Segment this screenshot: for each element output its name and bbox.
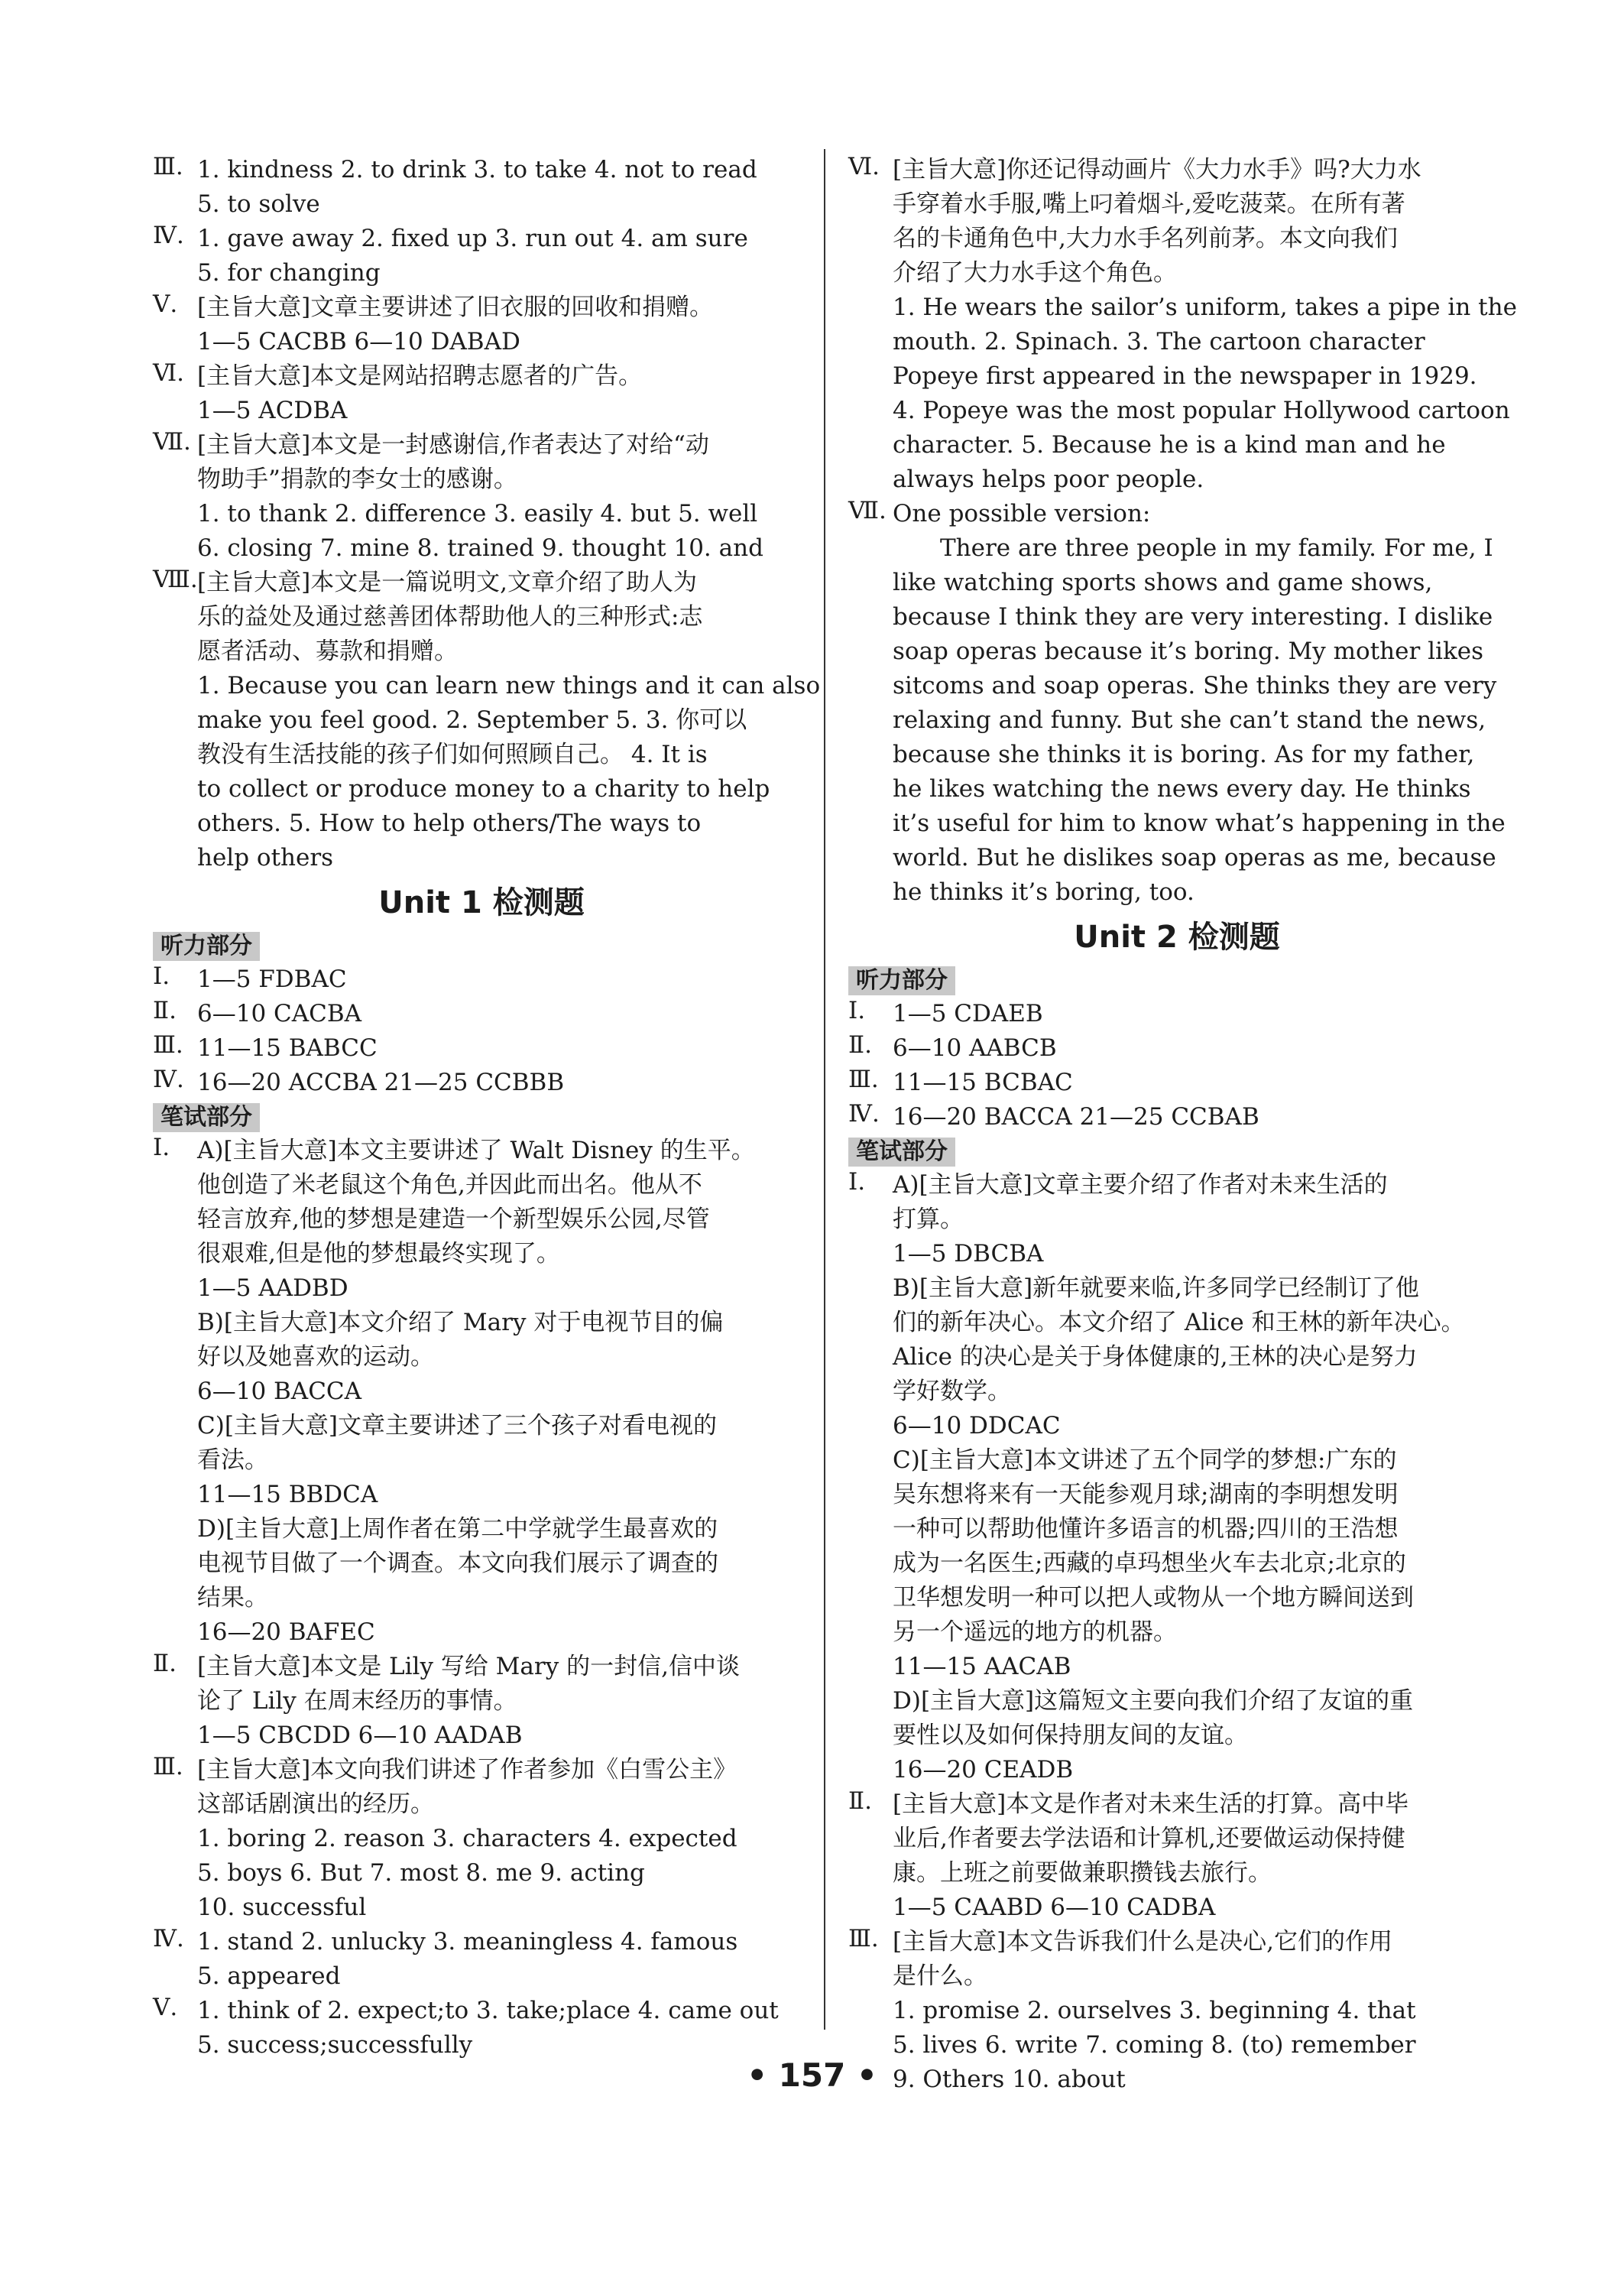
answer-line: [主旨大意]本文是 Lily 写给 Mary 的一封信,信中谈 xyxy=(197,1653,740,1680)
answer-line: always helps poor people. xyxy=(893,466,1204,493)
section-number: Ⅰ. xyxy=(848,997,866,1024)
answer-line: 6—10 DDCAC xyxy=(893,1412,1061,1439)
answer-line: [主旨大意]文章主要讲述了旧衣服的回收和捐赠。 xyxy=(197,294,714,321)
answer-line: [主旨大意]本文是一篇说明文,文章介绍了助人为 xyxy=(197,569,698,596)
answer-line: 10. successful xyxy=(197,1894,367,1921)
listening-3 xyxy=(848,1066,1506,1100)
writing-5 xyxy=(153,1994,810,2063)
answer-line: Alice 的决心是关于身体健康的,王林的决心是努力 xyxy=(893,1343,1418,1371)
answer-line: 16—20 CEADB xyxy=(893,1756,1074,1784)
section-number: Ⅱ. xyxy=(848,1031,872,1059)
section-number: Ⅰ. xyxy=(153,962,170,990)
answer-line: 6—10 CACBA xyxy=(197,1000,362,1027)
listening-4 xyxy=(848,1100,1506,1134)
section-number: Ⅳ. xyxy=(848,1100,880,1128)
listening-1 xyxy=(153,962,810,997)
answer-line: 手穿着水手服,嘴上叼着烟斗,爱吃菠菜。在所有著 xyxy=(893,190,1405,218)
answer-line: B)[主旨大意]本文介绍了 Mary 对于电视节目的偏 xyxy=(197,1309,724,1336)
writing-2 xyxy=(153,1650,810,1753)
writing-3 xyxy=(153,1753,810,1925)
answer-line: 11—15 BBDCA xyxy=(197,1481,378,1508)
answer-line: 5. success;successfully xyxy=(197,2031,473,2059)
section-number: Ⅲ. xyxy=(848,1925,879,1952)
answer-line: 6. closing 7. mine 8. trained 9. thought 10. and xyxy=(197,534,763,562)
listening-1 xyxy=(848,997,1506,1031)
answer-line: 1—5 CDAEB xyxy=(893,1000,1043,1027)
writing-1 xyxy=(848,1168,1506,1787)
section-5 xyxy=(153,290,810,359)
writing-1 xyxy=(153,1134,810,1650)
answer-line: 很艰难,但是他的梦想最终实现了。 xyxy=(197,1240,560,1267)
answer-line: [主旨大意]本文是网站招聘志愿者的广告。 xyxy=(197,362,643,390)
answer-line: 1. think of 2. expect;to 3. take;place 4. came out xyxy=(197,1997,779,2024)
answer-line: 们的新年决心。本文介绍了 Alice 和王林的新年决心。 xyxy=(893,1309,1465,1336)
answer-line: 1. He wears the sailor’s uniform, takes a pipe in the xyxy=(893,294,1517,321)
answer-line: 6—10 AABCB xyxy=(893,1034,1057,1062)
answer-line: 结果。 xyxy=(197,1584,268,1611)
answer-line: D)[主旨大意]这篇短文主要向我们介绍了友谊的重 xyxy=(893,1687,1414,1715)
answer-line: Popeye first appeared in the newspaper in 1929. xyxy=(893,362,1477,390)
answer-line: [主旨大意]你还记得动画片《大力水手》吗?大力水 xyxy=(893,156,1421,183)
answer-line: 业后,作者要去学法语和计算机,还要做运动保持健 xyxy=(893,1825,1405,1852)
answer-line: 要性以及如何保持朋友间的友谊。 xyxy=(893,1722,1248,1749)
answer-line: 卫华想发明一种可以把人或物从一个地方瞬间送到 xyxy=(893,1584,1414,1611)
answer-line: 5. to solve xyxy=(197,190,320,218)
listening-tag: 听力部分 xyxy=(153,932,260,961)
section-number: Ⅲ. xyxy=(848,1066,879,1093)
answer-line: 1. Because you can learn new things and it can also xyxy=(197,672,821,699)
page-number: • 157 • xyxy=(747,2056,877,2094)
answer-line: help others xyxy=(197,844,334,871)
answer-line: 这部话剧演出的经历。 xyxy=(197,1790,434,1818)
answer-line: A)[主旨大意]文章主要介绍了作者对未来生活的 xyxy=(893,1171,1388,1199)
answer-line: 电视节目做了一个调查。本文向我们展示了调查的 xyxy=(197,1550,718,1577)
listening-4 xyxy=(153,1066,810,1100)
right-column xyxy=(848,153,1517,2097)
answer-line: 乐的益处及通过慈善团体帮助他人的三种形式:志 xyxy=(197,603,703,631)
answer-line: 16—20 BAFEC xyxy=(197,1618,375,1646)
answer-line: 1. boring 2. reason 3. characters 4. expected xyxy=(197,1825,737,1852)
listening-tag: 听力部分 xyxy=(848,966,955,995)
answer-line: 5. lives 6. write 7. coming 8. (to) remember xyxy=(893,2031,1416,2059)
answer-line: 5. boys 6. But 7. most 8. me 9. acting xyxy=(197,1859,645,1887)
section-number: Ⅴ. xyxy=(153,290,178,318)
answer-line: 1—5 FDBAC xyxy=(197,966,347,993)
section-6 xyxy=(153,359,810,428)
answer-line: 1—5 DBCBA xyxy=(893,1240,1044,1267)
answer-line: 物助手”捐款的李女士的感谢。 xyxy=(197,466,517,493)
essay-intro: One possible version: xyxy=(893,500,1151,527)
answer-line: 吴东想将来有一天能参观月球;湖南的李明想发明 xyxy=(893,1481,1399,1508)
writing-tag: 笔试部分 xyxy=(153,1103,260,1132)
unit-1-title: Unit 1 检测题 xyxy=(378,885,585,920)
listening-2 xyxy=(153,997,810,1031)
answer-line: 1—5 CACBB 6—10 DABAD xyxy=(197,328,520,355)
section-number: Ⅲ. xyxy=(153,153,183,180)
unit-2-title: Unit 2 检测题 xyxy=(1074,920,1280,955)
section-number: Ⅳ. xyxy=(153,222,184,249)
section-number: Ⅷ. xyxy=(153,566,198,593)
section-number: Ⅱ. xyxy=(153,997,177,1024)
answer-line: character. 5. Because he is a kind man and he xyxy=(893,431,1446,459)
answer-line: 1—5 ACDBA xyxy=(197,397,348,424)
answer-line: 他创造了米老鼠这个角色,并因此而出名。他从不 xyxy=(197,1171,702,1199)
answer-line: A)[主旨大意]本文主要讲述了 Walt Disney 的生平。 xyxy=(197,1137,755,1164)
answer-line: 1. gave away 2. fixed up 3. run out 4. am sure xyxy=(197,225,748,252)
section-number: Ⅰ. xyxy=(848,1168,866,1196)
answer-line: 好以及她喜欢的运动。 xyxy=(197,1343,434,1371)
section-number: Ⅰ. xyxy=(153,1134,170,1161)
answer-line: mouth. 2. Spinach. 3. The cartoon character xyxy=(893,328,1425,355)
answer-line: C)[主旨大意]本文讲述了五个同学的梦想:广东的 xyxy=(893,1446,1397,1474)
answer-line: to collect or produce money to a charity to help xyxy=(197,775,770,803)
answer-line: 一种可以帮助他懂许多语言的机器;四川的王浩想 xyxy=(893,1515,1399,1543)
sample-essay: There are three people in my family. For me, I like watching sports shows and game shows, because I think they are very interesting. I dislike soap operas because it’s boring. My mother likes sitcoms and soap operas. She thinks they are very relaxing and funny. But she can’t stand the news, because she thinks it is boring. As for my father, he likes watching the news every day. He thinks it’s useful for him to know what’s happening in the world. But he dislikes soap operas as me, because he thinks it’s boring, too. xyxy=(893,534,1506,906)
answer-line: 11—15 AACAB xyxy=(893,1653,1071,1680)
answer-line: 5. appeared xyxy=(197,1962,341,1990)
answer-line: make you feel good. 2. September 5. 3. 你可以 xyxy=(197,706,747,734)
answer-line: [主旨大意]本文告诉我们什么是决心,它们的作用 xyxy=(893,1928,1393,1956)
section-7 xyxy=(153,428,810,566)
writing-4 xyxy=(153,1925,810,1994)
writing-tag: 笔试部分 xyxy=(848,1138,955,1167)
answer-line: 6—10 BACCA xyxy=(197,1378,362,1405)
answer-line: [主旨大意]本文是作者对未来生活的打算。高中毕 xyxy=(893,1790,1409,1818)
section-number: Ⅲ. xyxy=(153,1031,183,1059)
listening-2 xyxy=(848,1031,1506,1066)
writing-2 xyxy=(848,1787,1506,1925)
section-number: Ⅲ. xyxy=(153,1753,183,1780)
section-7-right xyxy=(848,497,1506,910)
answer-line: 看法。 xyxy=(197,1446,268,1474)
section-number: Ⅴ. xyxy=(153,1994,178,2021)
answer-line: 5. for changing xyxy=(197,259,381,287)
answer-line: 9. Others 10. about xyxy=(893,2066,1126,2093)
answer-line: 1. promise 2. ourselves 3. beginning 4. that xyxy=(893,1997,1416,2024)
answer-line: 名的卡通角色中,大力水手名列前茅。本文向我们 xyxy=(893,225,1398,252)
answer-line: 1. kindness 2. to drink 3. to take 4. not to read xyxy=(197,156,757,183)
section-number: Ⅳ. xyxy=(153,1066,184,1093)
answer-line: 16—20 ACCBA 21—25 CCBBB xyxy=(197,1069,565,1096)
section-6-right xyxy=(848,153,1517,497)
column-divider xyxy=(824,149,825,2030)
answer-line: 论了 Lily 在周末经历的事情。 xyxy=(197,1687,517,1715)
answer-line: 另一个遥远的地方的机器。 xyxy=(893,1618,1177,1646)
answer-line: 康。上班之前要做兼职攒钱去旅行。 xyxy=(893,1859,1272,1887)
section-number: Ⅵ. xyxy=(153,359,185,387)
answer-line: 学好数学。 xyxy=(893,1378,1011,1405)
answer-line: others. 5. How to help others/The ways to xyxy=(197,810,702,837)
answer-line: 打算。 xyxy=(893,1206,964,1233)
answer-line: B)[主旨大意]新年就要来临,许多同学已经制订了他 xyxy=(893,1274,1419,1302)
section-number: Ⅱ. xyxy=(848,1787,872,1815)
answer-line: 愿者活动、募款和捐赠。 xyxy=(197,638,458,665)
section-3 xyxy=(153,153,810,222)
answer-line: [主旨大意]本文向我们讲述了作者参加《白雪公主》 xyxy=(197,1756,737,1784)
section-number: Ⅱ. xyxy=(153,1650,177,1677)
section-number: Ⅳ. xyxy=(153,1925,184,1952)
answer-line: 11—15 BABCC xyxy=(197,1034,378,1062)
section-number: Ⅵ. xyxy=(848,153,880,180)
answer-line: D)[主旨大意]上周作者在第二中学就学生最喜欢的 xyxy=(197,1515,718,1543)
answer-line: 教没有生活技能的孩子们如何照顾自己。 4. It is xyxy=(197,741,708,768)
answer-line: 介绍了大力水手这个角色。 xyxy=(893,259,1177,287)
answer-line: 1—5 CAABD 6—10 CADBA xyxy=(893,1894,1216,1921)
answer-line: [主旨大意]本文是一封感谢信,作者表达了对给“动 xyxy=(197,431,709,459)
section-8 xyxy=(153,566,821,875)
answer-line: 1—5 AADBD xyxy=(197,1274,348,1302)
section-4 xyxy=(153,222,810,290)
answer-line: 1—5 CBCDD 6—10 AADAB xyxy=(197,1722,523,1749)
answer-line: 成为一名医生;西藏的卓玛想坐火车去北京;北京的 xyxy=(893,1550,1406,1577)
section-number: Ⅶ. xyxy=(153,428,191,456)
section-number: Ⅶ. xyxy=(848,497,887,524)
answer-line: 1. stand 2. unlucky 3. meaningless 4. famous xyxy=(197,1928,738,1956)
answer-line: 1. to thank 2. difference 3. easily 4. but 5. well xyxy=(197,500,758,527)
answer-line: 轻言放弃,他的梦想是建造一个新型娱乐公园,尽管 xyxy=(197,1206,710,1233)
answer-line: 是什么。 xyxy=(893,1962,987,1990)
answer-line: 16—20 BACCA 21—25 CCBAB xyxy=(893,1103,1259,1131)
answer-line: 4. Popeye was the most popular Hollywood cartoon xyxy=(893,397,1510,424)
answer-line: 11—15 BCBAC xyxy=(893,1069,1073,1096)
answer-line: C)[主旨大意]文章主要讲述了三个孩子对看电视的 xyxy=(197,1412,717,1439)
left-column xyxy=(153,153,821,2063)
listening-3 xyxy=(153,1031,810,1066)
